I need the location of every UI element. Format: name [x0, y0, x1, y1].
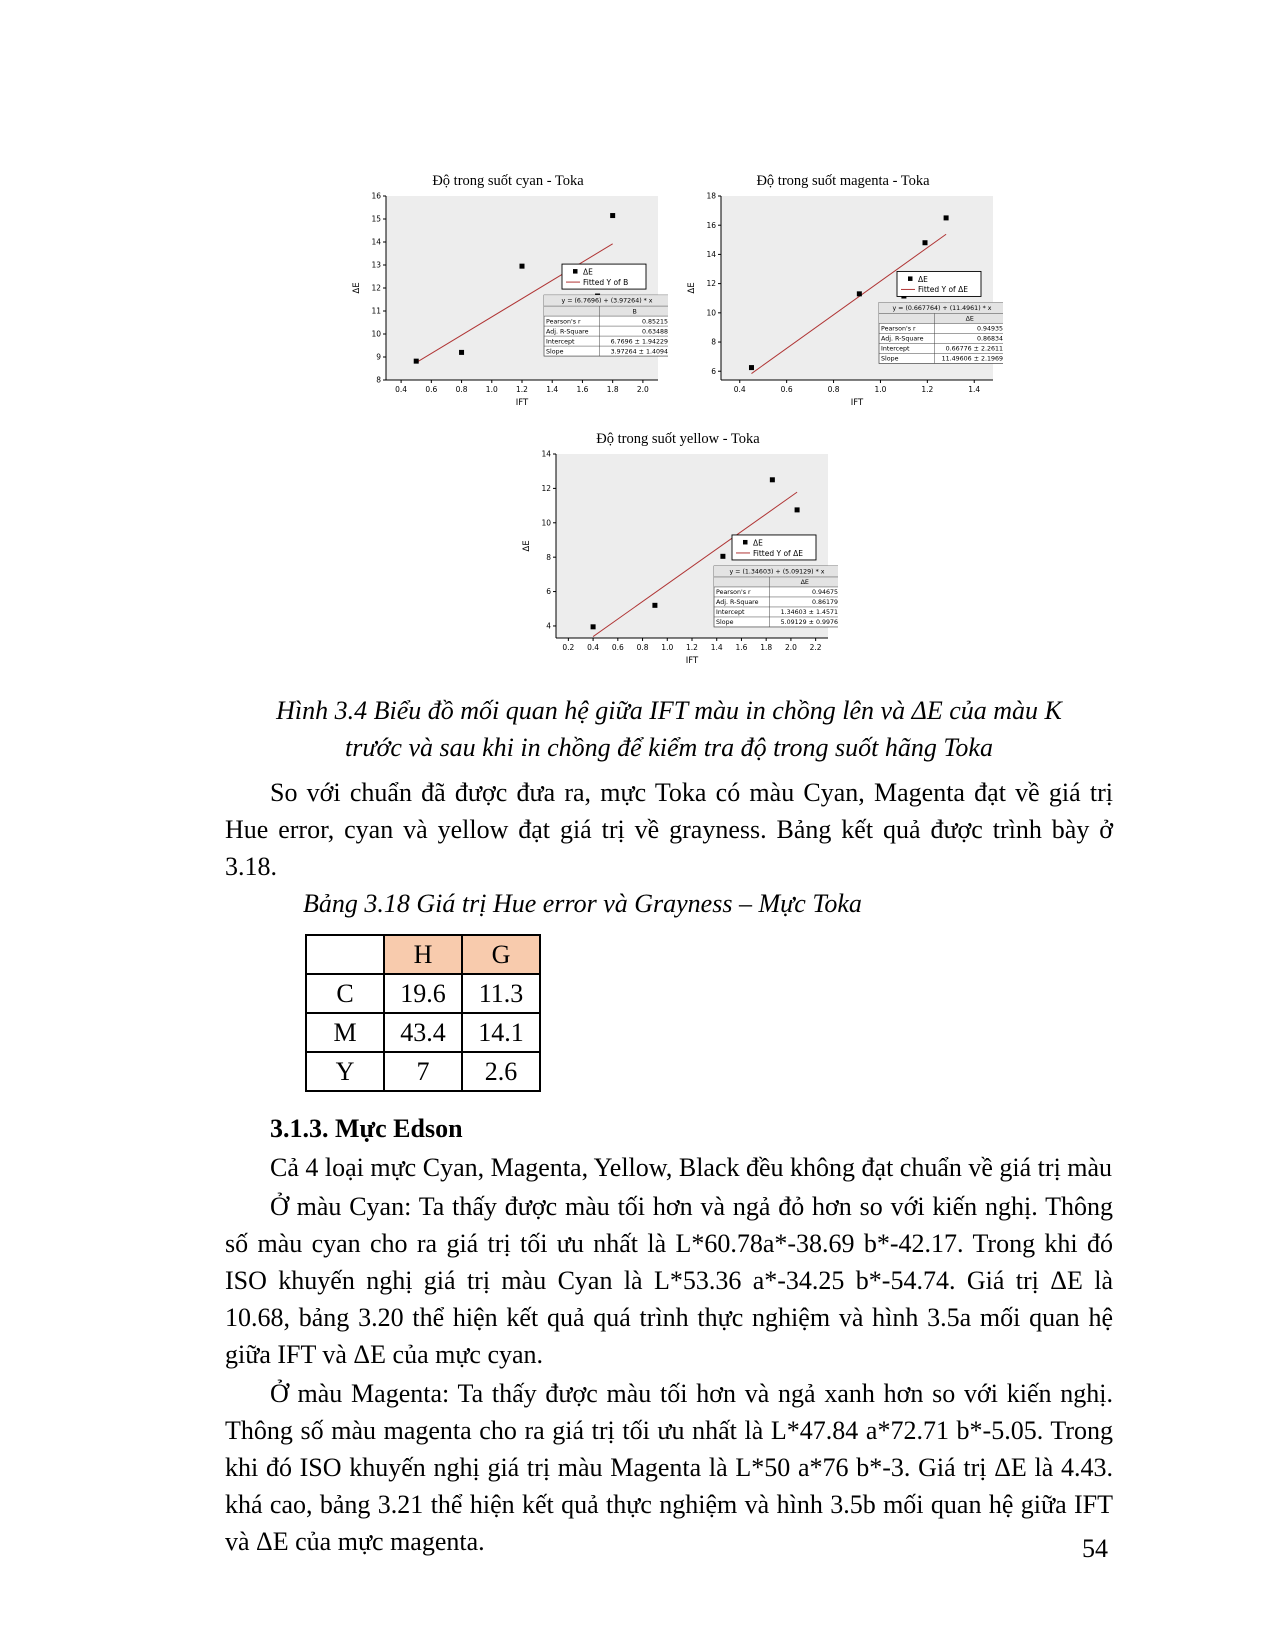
legend-point-marker	[743, 540, 748, 545]
table-caption: Bảng 3.18 Giá trị Hue error và Grayness – Mực Toka	[303, 889, 862, 918]
stats-row-value: 0.86179	[811, 599, 838, 607]
page-number: 54	[1082, 1534, 1108, 1563]
x-tick-label: 0.4	[733, 385, 746, 394]
table-header-row	[306, 935, 540, 974]
x-tick-label: 1.8	[606, 385, 619, 394]
hue-grayness-table	[305, 934, 541, 1092]
y-tick-label: 12	[706, 279, 716, 289]
y-tick-label: 8	[711, 337, 716, 347]
y-tick-label: 14	[371, 237, 381, 247]
y-tick-label: 6	[711, 366, 716, 376]
x-tick-label: 1.0	[485, 385, 498, 394]
stats-row-value: 0.63488	[641, 328, 668, 336]
y-tick-label: 16	[706, 220, 716, 230]
y-tick-label: 15	[371, 214, 381, 224]
x-tick-label: 0.8	[827, 385, 840, 394]
figure-caption-line2: trước và sau khi in chồng để kiểm tra độ trong suốt hãng Toka	[345, 733, 993, 762]
paragraph-magenta: Ở màu Magenta: Ta thấy được màu tối hơn và ngả xanh hơn so với kiến nghị. Thông số màu magenta cho ra giá trị tối ưu nhất là L*47.84 a*72.71 b*-5.05. Trong khi đó ISO khuyến nghị giá trị màu Magenta là L*50 a*76 b*-3. Giá trị ΔE là 4.43. khá cao, bảng 3.21 thể hiện kết quả thực nghiệm và hình 3.5b mối quan hệ giữa IFT và ΔE của mực magenta.	[225, 1379, 1113, 1556]
table-row-y	[306, 1052, 540, 1091]
table-header-g: G	[462, 935, 540, 974]
stats-column-header-row	[714, 577, 838, 587]
stats-column-header: ΔE	[800, 579, 809, 587]
x-tick-label: 0.2	[562, 643, 575, 652]
stats-row-label: Pearson's r	[546, 318, 581, 326]
x-tick-label: 2.0	[784, 643, 797, 652]
x-tick-label: 0.8	[636, 643, 649, 652]
stats-row-label: Intercept	[881, 345, 910, 353]
stats-row-value: 1.34603 ± 1.4571	[780, 609, 838, 617]
stats-row-value: 0.85215	[641, 318, 668, 326]
x-tick-label: 0.4	[395, 385, 408, 394]
x-axis-label: IFT	[685, 656, 699, 666]
paragraph-cyan: Ở màu Cyan: Ta thấy được màu tối hơn và ngả đỏ hơn so với kiến nghị. Thông số màu cyan cho ra giá trị tối ưu nhất là L*60.78a*-38.69 b*-42.17. Trong khi đó ISO khuyến nghị giá trị màu Cyan là L*53.36 a*-34.25 b*-54.74. Giá trị ΔE là 10.68, bảng 3.20 thể hiện kết quả quá trình thực nghiệm và hình 3.5a mối quan hệ giữa IFT và ΔE của mực cyan.	[225, 1192, 1113, 1369]
stats-row-label: Adj. R-Square	[546, 328, 589, 336]
data-point	[610, 213, 615, 218]
x-tick-label: 0.6	[611, 643, 624, 652]
stats-row-label: Slope	[881, 355, 899, 363]
cell-c-h: 19.6	[384, 974, 462, 1013]
table-row-c	[306, 974, 540, 1013]
stats-row-label: Intercept	[716, 609, 745, 617]
x-tick-label: 1.2	[686, 643, 698, 652]
y-tick-label: 18	[706, 191, 716, 201]
chart-yellow-transparency	[518, 428, 838, 676]
data-point	[923, 240, 928, 245]
stats-row-label: Pearson's r	[716, 589, 751, 597]
x-tick-label: 1.6	[576, 385, 589, 394]
stats-equation: y = (6.7696) + (3.97264) * x	[561, 297, 653, 305]
y-tick-label: 12	[371, 283, 381, 293]
cell-m-g: 14.1	[462, 1013, 540, 1052]
y-tick-label: 14	[541, 449, 551, 459]
x-tick-label: 1.2	[921, 385, 934, 394]
x-tick-label: 2.2	[809, 643, 822, 652]
cell-c-g: 11.3	[462, 974, 540, 1013]
y-tick-label: 16	[371, 191, 381, 201]
legend-fit-label: Fitted Y of B	[583, 277, 629, 287]
x-tick-label: 1.4	[968, 385, 981, 394]
cell-c-label: C	[306, 974, 384, 1013]
data-point	[749, 365, 754, 370]
stats-equation: y = (1.34603) + (5.09129) * x	[729, 568, 825, 576]
y-axis-label: ΔE	[687, 282, 697, 294]
legend-series-label: ΔE	[753, 538, 763, 548]
text-column	[225, 692, 1113, 1560]
chart-cyan-transparency	[348, 170, 668, 418]
table-header-h: H	[384, 935, 462, 974]
chart-title: Độ trong suốt magenta - Toka	[756, 173, 930, 189]
stats-column-header: ΔE	[965, 315, 974, 323]
legend-point-marker	[908, 276, 913, 281]
stats-row-value: 5.09129 ± 0.9976	[780, 619, 838, 627]
paragraph-edson-intro: Cả 4 loại mực Cyan, Magenta, Yellow, Black đều không đạt chuẩn về giá trị màu	[270, 1153, 1113, 1182]
x-axis-label: IFT	[515, 398, 529, 408]
cell-m-label: M	[306, 1013, 384, 1052]
section-heading: 3.1.3. Mực Edson	[270, 1114, 463, 1143]
figure-caption-line1: Hình 3.4 Biểu đồ mối quan hệ giữa IFT màu in chồng lên và ΔE của màu K	[276, 696, 1062, 725]
x-tick-label: 1.0	[661, 643, 674, 652]
stats-row-label: Intercept	[546, 338, 575, 346]
y-tick-label: 8	[546, 552, 551, 562]
legend-fit-label: Fitted Y of ΔE	[753, 548, 803, 558]
stats-column-header: B	[632, 308, 637, 316]
data-point	[459, 350, 464, 355]
stats-row-value: 11.49606 ± 2.1969	[941, 355, 1003, 363]
cell-y-h: 7	[384, 1052, 462, 1091]
cell-y-g: 2.6	[462, 1052, 540, 1091]
y-tick-label: 13	[371, 260, 381, 270]
chart-title: Độ trong suốt yellow - Toka	[596, 431, 760, 447]
cell-y-label: Y	[306, 1052, 384, 1091]
x-axis-label: IFT	[850, 398, 864, 408]
legend-fit-label: Fitted Y of ΔE	[918, 285, 968, 295]
stats-column-header-row	[879, 313, 1003, 323]
stats-column-header-row	[544, 306, 668, 316]
x-tick-label: 0.6	[425, 385, 438, 394]
stats-row-label: Adj. R-Square	[716, 599, 759, 607]
data-point	[770, 477, 775, 482]
data-point	[795, 507, 800, 512]
stats-row-label: Adj. R-Square	[881, 335, 924, 343]
data-point	[414, 359, 419, 364]
legend-point-marker	[573, 269, 578, 274]
table-row-m	[306, 1013, 540, 1052]
data-point	[857, 291, 862, 296]
x-tick-label: 0.8	[455, 385, 468, 394]
chart-magenta-transparency	[683, 170, 1003, 418]
data-point	[591, 624, 596, 629]
x-tick-label: 1.0	[874, 385, 887, 394]
data-point	[520, 264, 525, 269]
x-tick-label: 1.4	[546, 385, 559, 394]
cell-m-h: 43.4	[384, 1013, 462, 1052]
stats-row-label: Slope	[546, 348, 564, 356]
y-tick-label: 6	[546, 587, 551, 597]
legend-series-label: ΔE	[918, 274, 928, 284]
chart-title: Độ trong suốt cyan - Toka	[432, 173, 584, 189]
data-point	[944, 215, 949, 220]
y-tick-label: 9	[376, 352, 381, 362]
x-tick-label: 1.6	[735, 643, 748, 652]
data-point	[652, 603, 657, 608]
paragraph-intro: So với chuẩn đã được đưa ra, mực Toka có màu Cyan, Magenta đạt về giá trị Hue error, cyan và yellow đạt giá trị về grayness. Bảng kết quả được trình bày ở 3.18.	[225, 778, 1113, 881]
table-header-blank	[306, 935, 384, 974]
stats-row-value: 3.97264 ± 1.4094	[610, 348, 668, 356]
y-tick-label: 4	[546, 621, 551, 631]
x-tick-label: 0.4	[587, 643, 600, 652]
stats-row-value: 0.94675	[811, 589, 838, 597]
stats-row-label: Pearson's r	[881, 325, 916, 333]
y-tick-label: 14	[706, 250, 716, 260]
y-tick-label: 10	[371, 329, 381, 339]
x-tick-label: 0.6	[780, 385, 793, 394]
stats-row-value: 6.7696 ± 1.94229	[610, 338, 668, 346]
y-tick-label: 10	[541, 518, 551, 528]
y-tick-label: 11	[371, 306, 381, 316]
stats-row-label: Slope	[716, 619, 734, 627]
legend-series-label: ΔE	[583, 267, 593, 277]
y-axis-label: ΔE	[352, 282, 362, 294]
x-tick-label: 2.0	[636, 385, 649, 394]
y-axis-label: ΔE	[522, 540, 532, 552]
stats-equation: y = (0.667764) + (11.4961) * x	[892, 305, 992, 313]
stats-row-value: 0.94935	[976, 325, 1003, 333]
stats-row-value: 0.86834	[976, 335, 1003, 343]
y-tick-label: 8	[376, 375, 381, 385]
data-point	[720, 554, 725, 559]
x-tick-label: 1.8	[760, 643, 773, 652]
x-tick-label: 1.4	[710, 643, 723, 652]
y-tick-label: 10	[706, 308, 716, 318]
stats-row-value: 0.66776 ± 2.2611	[945, 345, 1003, 353]
y-tick-label: 12	[541, 483, 551, 493]
x-tick-label: 1.2	[516, 385, 528, 394]
